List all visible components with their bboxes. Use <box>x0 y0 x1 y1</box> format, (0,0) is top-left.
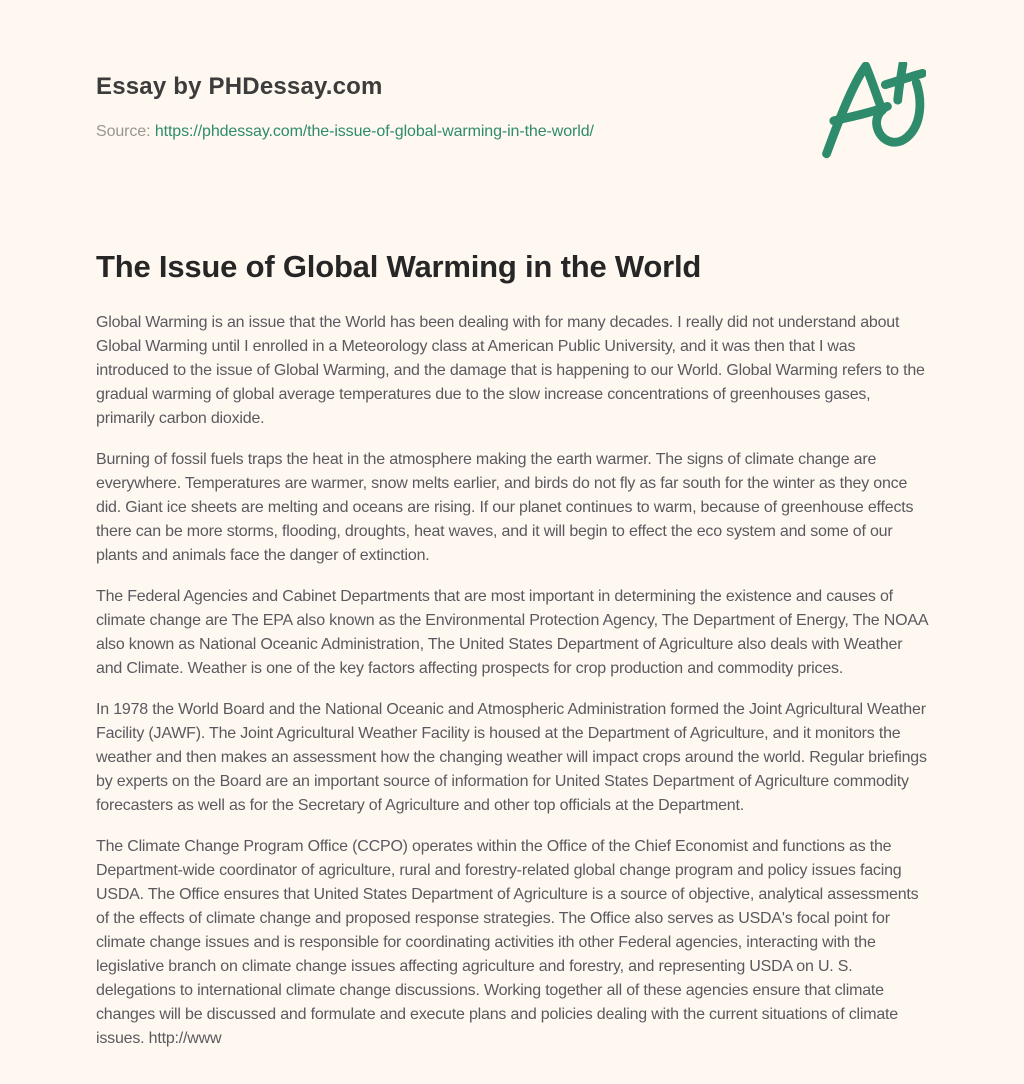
a-plus-logo-icon <box>822 62 926 160</box>
essay-article <box>96 249 928 1051</box>
page-header <box>96 72 928 165</box>
essay-paragraph-1: Global Warming is an issue that the World has been dealing with for many decades. I really did not understand about Global Warming until I enrolled in a Meteorology class at American Public University, and it was then that I was introduced to the issue of Global Warming, and the damage that is happening to our World. Global Warming refers to the gradual warming of global average temperatures due to the slow increase concentrations of greenhouses gases, primarily carbon dioxide. <box>96 314 925 427</box>
source-url-link[interactable]: https://phdessay.com/the-issue-of-global-warming-in-the-world/ <box>154 123 594 140</box>
source-line <box>96 123 594 141</box>
essay-paragraph-4: In 1978 the World Board and the National Oceanic and Atmospheric Administration formed the Joint Agricultural Weather Facility (JAWF). The Joint Agricultural Weather Facility is housed at the Department of Agriculture, and it monitors the weather and then makes an assessment how the changing weather will impact crops around the world. Regular briefings by experts on the Board are an important source of information for United States Department of Agriculture commodity forecasters as well as for the Secretary of Agriculture and other top officials at the Department. <box>96 701 927 814</box>
essay-paragraph-2: Burning of fossil fuels traps the heat in the atmosphere making the earth warmer. The signs of climate change are everywhere. Temperatures are warmer, snow melts earlier, and birds do not fly as far south for the winter as they once did. Giant ice sheets are melting and oceans are rising. If our planet continues to warm, because of greenhouse effects there can be more storms, flooding, droughts, heat waves, and it will begin to effect the eco system and some of our plants and animals face the danger of extinction. <box>96 451 914 564</box>
essay-body <box>96 311 928 1051</box>
essay-paragraph-5: The Climate Change Program Office (CCPO) operates within the Office of the Chief Economist and functions as the Department-wide coordinator of agriculture, rural and forestry-related global change program and policy issues facing USDA. The Office ensures that United States Department of Agriculture is a source of objective, analytical assessments of the effects of climate change and proposed response strategies. The Office also serves as USDA's focal point for climate change issues and is responsible for coordinating activities ith other Federal agencies, interacting with the legislative branch on climate change issues affecting agriculture and forestry, and representing USDA on U. S. delegations to international climate change discussions. Working together all of these agencies ensure that climate changes will be discussed and formulate and execute plans and policies dealing with the current situations of climate issues. http://www <box>96 838 919 1047</box>
header-text <box>96 72 594 141</box>
phdessay-logo <box>822 62 926 165</box>
source-label: Source: <box>96 123 151 140</box>
site-title: Essay by PHDessay.com <box>96 73 383 100</box>
essay-title: The Issue of Global Warming in the World <box>96 249 702 284</box>
essay-paragraph-3: The Federal Agencies and Cabinet Departments that are most important in determining the existence and causes of climate change are The EPA also known as the Environmental Protection Agency, The Department of Energy, The NOAA also known as National Oceanic Administration, The United States Department of Agriculture also deals with Weather and Climate. Weather is one of the key factors affecting prospects for crop production and commodity prices. <box>96 588 928 677</box>
